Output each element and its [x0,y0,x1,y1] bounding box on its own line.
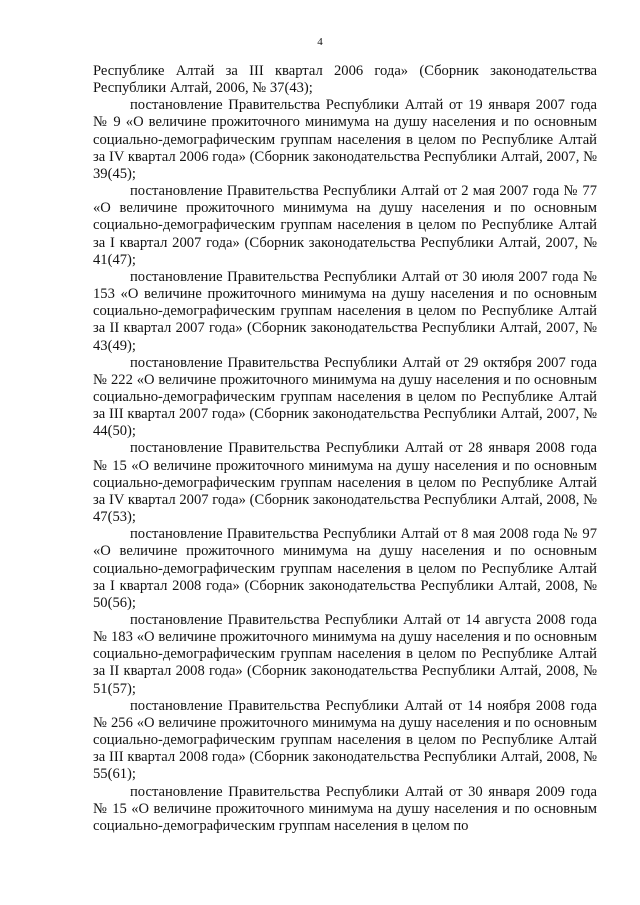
page-number: 4 [317,36,323,48]
paragraph-resolution-2009-01-30: постановление Правительства Республики Алтай от 30 января 2009 года № 15 «О величине прожиточного минимума на душу населения и по основным социально-демографическим группам населения в целом по [93,783,597,834]
paragraph-resolution-2008-05-08: постановление Правительства Республики Алтай от 8 мая 2008 года № 97 «О величине прожиточного минимума на душу населения и по основным социально-демографическим группам населения в целом по Республике Алтай за I квартал 2008 года» (Сборник законодательства Республики Алтай, 2008, № 50(56); [93,526,597,611]
document-body [93,63,597,835]
paragraph-resolution-2007-07-30: постановление Правительства Республики Алтай от 30 июля 2007 года № 153 «О величине прожиточного минимума на душу населения и по основным социально-демографическим группам населения в целом по Республике Алтай за II квартал 2007 года» (Сборник законодательства Республики Алтай, 2007, № 43(49); [93,268,597,354]
paragraph-continuation: Республике Алтай за III квартал 2006 года» (Сборник законодательства Республики Алтай, 2006, № 37(43); [93,63,597,97]
paragraph-resolution-2007-10-29: постановление Правительства Республики Алтай от 29 октября 2007 года № 222 «О величине прожиточного минимума на душу населения и по основным социально-демографическим группам населения в целом по Республике Алтай за III квартал 2007 года» (Сборник законодательства Республики Алтай, 2007, № 44(50); [93,354,597,440]
paragraph-resolution-2008-11-14: постановление Правительства Республики Алтай от 14 ноября 2008 года № 256 «О величине прожиточного минимума на душу населения и по основным социально-демографическим группам населения в целом по Республике Алтай за III квартал 2008 года» (Сборник законодательства Республики Алтай, 2008, № 55(61); [93,697,597,783]
paragraph-resolution-2007-01-19: постановление Правительства Республики Алтай от 19 января 2007 года № 9 «О величине прожиточного минимума на душу населения и по основным социально-демографическим группам населения в целом по Республике Алтай за IV квартал 2006 года» (Сборник законодательства Республики Алтай, 2007, № 39(45); [93,97,597,182]
paragraph-resolution-2007-05-02: постановление Правительства Республики Алтай от 2 мая 2007 года № 77 «О величине прожиточного минимума на душу населения и по основным социально-демографическим группам населения в целом по Республике Алтай за I квартал 2007 года» (Сборник законодательства Республики Алтай, 2007, № 41(47); [93,183,597,268]
paragraph-resolution-2008-01-28: постановление Правительства Республики Алтай от 28 января 2008 года № 15 «О величине прожиточного минимума на душу населения и по основным социально-демографическим группам населения в целом по Республике Алтай за IV квартал 2007 года» (Сборник законодательства Республики Алтай, 2008, № 47(53); [93,440,597,526]
paragraph-resolution-2008-08-14: постановление Правительства Республики Алтай от 14 августа 2008 года № 183 «О величине прожиточного минимума на душу населения и по основным социально-демографическим группам населения в целом по Республике Алтай за II квартал 2008 года» (Сборник законодательства Республики Алтай, 2008, № 51(57); [93,612,597,697]
